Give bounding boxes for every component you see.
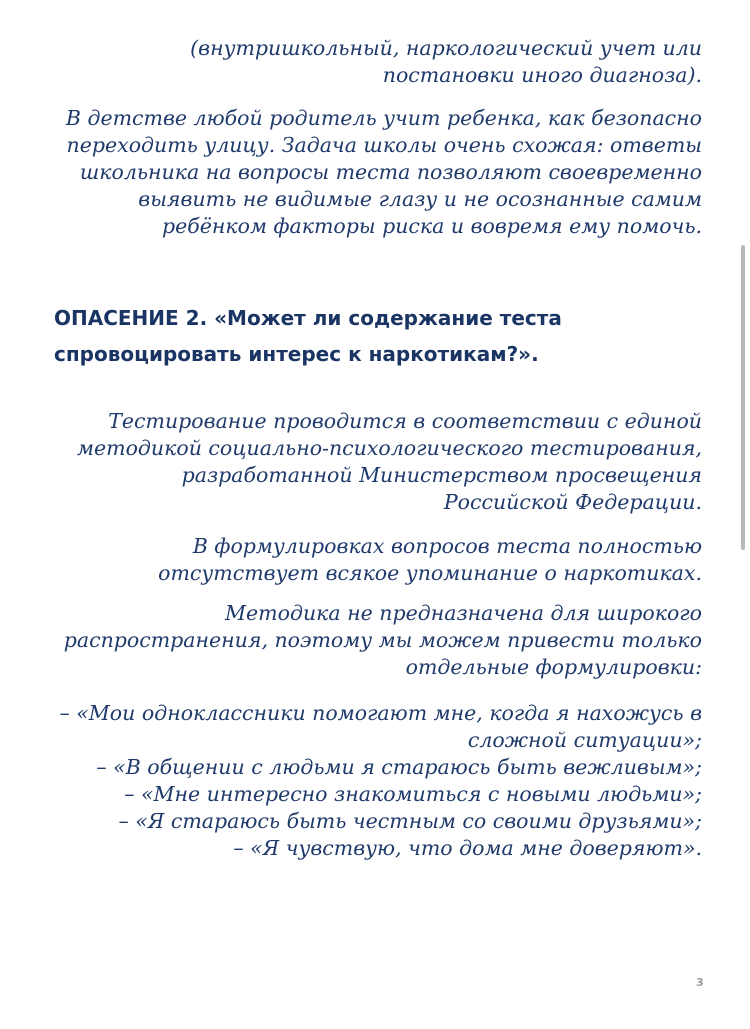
text-line: Методика не предназначена для широкого bbox=[225, 601, 702, 625]
text-line: распространения, поэтому мы можем привести только bbox=[63, 628, 702, 652]
text-line: разработанной Министерством просвещения bbox=[181, 463, 702, 487]
text-line: отсутствует всякое упоминание о наркотиках. bbox=[158, 561, 702, 585]
list-item: – «Я стараюсь быть честным со своими друзьями»; bbox=[118, 809, 702, 833]
paragraph-road-safety-analogy bbox=[40, 105, 702, 240]
text-line: Тестирование проводится в соответствии с единой bbox=[108, 409, 702, 433]
paragraph-no-drug-mentions bbox=[60, 533, 702, 587]
paragraph-methodology bbox=[40, 408, 702, 516]
text-line: методикой социально-психологического тестирования, bbox=[77, 436, 702, 460]
text-line: В детстве любой родитель учит ребенка, как безопасно bbox=[65, 106, 702, 130]
list-item: – «Мне интересно знакомиться с новыми людьми»; bbox=[124, 782, 702, 806]
section-heading: ОПАСЕНИЕ 2. «Может ли содержание теста спровоцировать интерес к наркотикам?». bbox=[54, 306, 562, 366]
text-line: переходить улицу. Задача школы очень схожая: ответы bbox=[66, 133, 702, 157]
text-line: постановки иного диагноза). bbox=[382, 63, 702, 87]
list-item-continuation: сложной ситуации»; bbox=[467, 728, 702, 752]
text-line: ребёнком факторы риска и вовремя ему помочь. bbox=[161, 214, 702, 238]
text-line: выявить не видимые глазу и не осознанные самим bbox=[138, 187, 702, 211]
list-item: – «Я чувствую, что дома мне доверяют». bbox=[233, 836, 702, 860]
page-number: 3 bbox=[696, 976, 704, 989]
text-line: школьника на вопросы теста позволяют своевременно bbox=[79, 160, 702, 184]
text-line: (внутришкольный, наркологический учет или bbox=[190, 36, 702, 60]
list-item: – «Мои одноклассники помогают мне, когда я нахожусь в bbox=[59, 701, 702, 725]
text-line: В формулировках вопросов теста полностью bbox=[192, 534, 702, 558]
list-item: – «В общении с людьми я стараюсь быть вежливым»; bbox=[96, 755, 702, 779]
scrollbar-thumb[interactable] bbox=[741, 245, 745, 550]
example-statements-list bbox=[30, 700, 702, 862]
text-line: Российской Федерации. bbox=[443, 490, 702, 514]
paragraph-limited-distribution bbox=[40, 600, 702, 681]
text-line: отдельные формулировки: bbox=[405, 655, 702, 679]
paragraph-registration-note bbox=[60, 35, 702, 89]
